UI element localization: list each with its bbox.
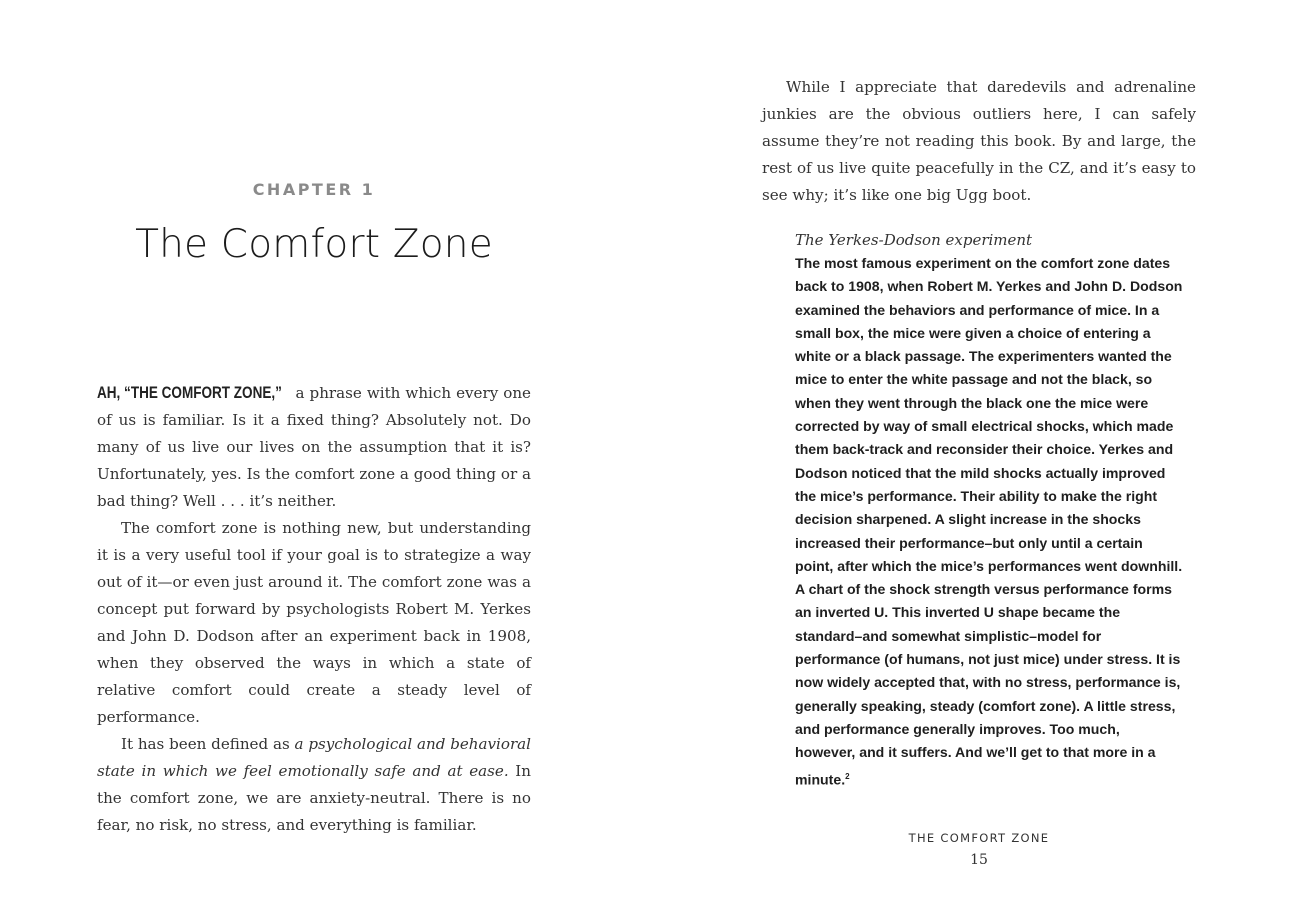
left-body-text [97,380,531,839]
sidebar-body-text: The most famous experiment on the comfort zone dates back to 1908, when Robert M. Yerkes and John D. Dodson examined the behaviors and performance of mice. In a small box, the mice were given a choice of entering a white or a black passage. The experimenters wanted the mice to enter the white passage and not the black, so when they went through the black one the mice were corrected by way of small electrical shocks, which made them back-track and reconsider their choice. Yerkes and Dodson noticed that the mild shocks actually improved the mice’s performance. Their ability to make the right decision sharpened. A slight increase in the shocks increased their performance–but only until a certain point, after which the mice’s performances went downhill. A chart of the shock strength versus performance forms an inverted U. This inverted U shape became the standard–and somewhat simplistic–model for performance (of humans, not just mice) under stress. It is now widely accepted that, with no stress, performance is, generally speaking, steady (comfort zone). A little stress, and performance generally improves. Too much, however, and it suffers. And we’ll get to that more in a minute. [795,255,1183,788]
right-page [645,0,1291,903]
left-page [0,0,645,903]
intro-paragraph: While I appreciate that daredevils and adrenaline junkies are the obvious outliers here, I can safely assume they’re not reading this book. By and large, the rest of us live quite peacefully in the CZ, and it’s easy to see why; it’s like one big Ugg boot. [762,78,1196,204]
paragraph-1 [97,380,531,515]
sidebar-box [795,228,1183,792]
page-number: 15 [970,852,988,868]
sidebar-title: The Yerkes-Dodson experiment [795,231,1033,249]
sidebar-body [795,252,1183,792]
paragraph-3-start: It has been defined as [121,735,295,753]
chapter-title: The Comfort Zone [135,222,493,267]
right-body-text [762,74,1196,209]
running-head: THE COMFORT ZONE [908,831,1050,845]
chapter-label: CHAPTER 1 [252,180,376,199]
footnote-ref[interactable]: 2 [845,771,850,781]
paragraph-1-text: a phrase with which every one of us is familiar. Is it a fixed thing? Absolutely not. Do many of us live our lives on the assumption that it is? Unfortunately, yes. Is the comfort zone a good thing or a bad thing? Well . . . it’s neither. [97,384,531,510]
lead-in: AH, “THE COMFORT ZONE,” [97,384,282,402]
paragraph-2: The comfort zone is nothing new, but understanding it is a very useful tool if your goal is to strategize a way out of it—or even just around it. The comfort zone was a concept put forward by psychologists Robert M. Yerkes and John D. Dodson after an experiment back in 1908, when they observed the ways in which a state of relative comfort could create a steady level of performance. [97,519,531,726]
paragraph-3 [97,731,531,839]
paragraph-3-italic: a psychological and behavioral state in which we feel emotionally safe and at ease. [97,735,532,780]
paragraph-3-end: In the comfort zone, we are anxiety-neutral. There is no fear, no risk, no stress, and everything is familiar. [97,762,531,834]
